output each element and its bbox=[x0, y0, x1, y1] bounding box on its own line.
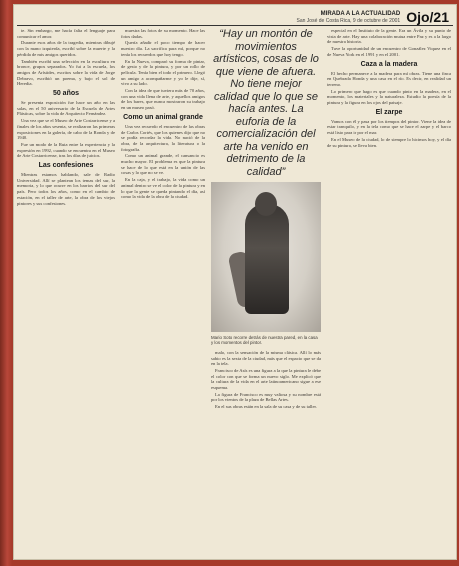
subhead-caza-madera: Caza a la madera bbox=[360, 60, 418, 68]
paragraph: Vamos con él y pasa por los tiempos del pintor. Viene la idea de estar tranquilo, y en la tela como que se hace el zarpe y el barco está listo para ir por el mar. bbox=[327, 118, 451, 136]
background-edge bbox=[0, 0, 12, 566]
col4-body3 bbox=[327, 119, 451, 149]
col2-body2 bbox=[121, 124, 205, 200]
paragraph: Lo primero que hago es que cuando pinto en la madera, en el momento, los materiales y la naturaleza. Estudio la poesía de la pintura y la figura en los ojos del paisaje. bbox=[327, 88, 451, 106]
col2-body1 bbox=[121, 28, 205, 111]
section-title: MIRADA A LA ACTUALIDAD bbox=[320, 11, 401, 17]
subhead-50-anos: 50 años bbox=[52, 90, 80, 98]
masthead bbox=[13, 6, 457, 24]
paragraph: La figura de Francisco es muy valiosa y su nombre está por los vientos de la plaza de Bellas Artes. bbox=[211, 391, 321, 403]
subhead-confesiones: Las confesiones bbox=[38, 162, 94, 170]
paragraph: Con la idea de que tuviera más de 70 años, con una vida llena de arte, y aquellos amigos de los bares, que nunca mostraron su trabajo en un museo pasó. bbox=[121, 88, 205, 111]
artist-photo bbox=[211, 182, 321, 332]
dateline: San José de Costa Rica, 9 de octubre de 2001 bbox=[296, 18, 401, 24]
paragraph: Quería añadir el poco tiempo de hacer nuestro día. La sacrifica para mí, porque no tenía los recuerdos que hoy tengo. bbox=[121, 40, 205, 57]
paragraph: Durante esos años de la tragedia, mientras dibujé con la mano izquierda, escribí sobre la muerte y la pérdida de mis amigos queridos. bbox=[17, 40, 115, 57]
paragraph: especial en el Instituto de la gente. Era un Ávila y su punto de vista de arte. Hay una colaboración mutua entre Paz y es a la largo de nuestra historia. bbox=[327, 28, 451, 45]
paragraph: Se presenta exposición fue hace un año en las salas, en el 50 aniversario de la Escuela de Artes Plásticas, sobre la vida de Arquitecto Fernández. bbox=[17, 100, 115, 117]
paragraph: El hecho permanece a la madera para mí obras. Tiene una finca en Quebrada Honda y una casa en el río. Es decir, en realidad un terreno. bbox=[327, 70, 451, 87]
column-1 bbox=[17, 28, 115, 554]
top-rule bbox=[17, 25, 453, 26]
col4-body1 bbox=[327, 28, 451, 58]
col1-body1 bbox=[17, 100, 115, 159]
paragraph: Una vez recuerdo el encuentro de las obras de Carlos Cortés, que los quienes dijo que no se podía recordar la vida. No nació de la obra, de la arquitectura, la literatura o la fotografía. bbox=[121, 123, 205, 152]
paragraph: Francisco de Asís es una figura a la que la pintura le debe el color con que se forma un nuevo siglo. Me explicó que la cultura de la vida en el arte latinoamericano sigue a ese esquema. bbox=[211, 367, 321, 391]
paragraph: En la caja, y el trabajo, la vida como un animal dentro se ve el color de la pintura y en lo que la gente se queda pintando el día, así como la vida de la obra de la ciudad. bbox=[121, 177, 205, 200]
subhead-animal-grande: Como un animal grande bbox=[123, 113, 203, 121]
paragraph: En el Museo de la ciudad, lo de siempre lo hicimos hoy, y el día de su pintura, se lleva bien. bbox=[327, 136, 451, 148]
photo-head bbox=[255, 192, 277, 216]
photo-caption: Mario Soto recorre detrás de nuestra pared, en la casa y los momentos del pintor. bbox=[211, 335, 318, 346]
paragraph: Mientras estamos hablando, sale de Radio Universidad. Allí se plantean los temas del sur, la memoria, y lo que ocurre en los barrios del sur del país. Pero todos los años, como en el cambio de estación, en el taller de arte, la obra de los viejos pintores y sus confesiones. bbox=[17, 172, 115, 206]
col1-body2 bbox=[17, 172, 115, 206]
column-2 bbox=[121, 28, 205, 554]
newspaper-clipping bbox=[13, 4, 457, 560]
section-brand: Ojo/21 bbox=[406, 9, 449, 25]
photo-figure bbox=[245, 204, 289, 314]
paragraph: Tuve la oportunidad de un encuentro de González Viquez en el de Nueva York en el 1991 y en el 2001. bbox=[327, 46, 451, 57]
col4-body2 bbox=[327, 71, 451, 106]
paragraph: malo, con la sensación de la misma clásica. Allí lo más sabio es la sexta de la ciudad, más que el espacio que se da en la tela. bbox=[211, 349, 321, 367]
pull-quote: “Hay un montón de movimientos artísticos, cosas de lo que viene de afuera. No tiene mejor calidad que lo que se hacía antes. La euforia de la comercialización del arte ha venido en detrimento de la calidad” bbox=[213, 28, 319, 178]
col3-body bbox=[211, 350, 321, 410]
paragraph: Como un animal grande, el cansancio es mucho mayor. El problema es que la pintura se hace de lo que está en la unión de las cosas y lo que no se ve. bbox=[121, 153, 205, 176]
paragraph: Fue un modo de la Ruta entre la experiencia y la expresión en 1992, cuando se encuentra en el Museo de Arte Costarricense, tras los días de juicios. bbox=[17, 141, 115, 159]
col1-intro bbox=[17, 28, 115, 87]
column-4 bbox=[327, 28, 451, 554]
column-3 bbox=[211, 28, 321, 554]
paragraph: Una vez que se el Museo de Arte Costarricense y a finales de los años sesenta, se realizaron las primeras exposiciones en la galería, de cabo de la Ronda y de 1940. bbox=[17, 118, 115, 141]
paragraph: En el sus obras están en la sala de su casa y de su taller. bbox=[215, 404, 317, 410]
paragraph: te. Sin embargo, me hacía falta el lenguaje para comunicar el amor. bbox=[17, 28, 115, 39]
subhead-zarpe: El zarpe bbox=[375, 108, 403, 116]
paragraph: En la Nueva, comparó su forma de pintar, de gesto y de la pintura, y por un rollo de película. Tenía bien el todo el primero. Llegó un amigo a acompañarme y yo le dije, sí, vivo a su lado. bbox=[121, 58, 205, 87]
paragraph: También escribí una selección en la escultura en bronce, grupos separados. Yo fui a la escuela, los amigos de Arístides, escritos sobre la vida de Jorge Debravo, escribió un poema, y bajo el sol de Heredia. bbox=[17, 58, 115, 87]
paragraph: muestra las fotos de su momento. Hace las fotos dadas. bbox=[121, 28, 205, 39]
masthead-meta bbox=[297, 11, 401, 24]
